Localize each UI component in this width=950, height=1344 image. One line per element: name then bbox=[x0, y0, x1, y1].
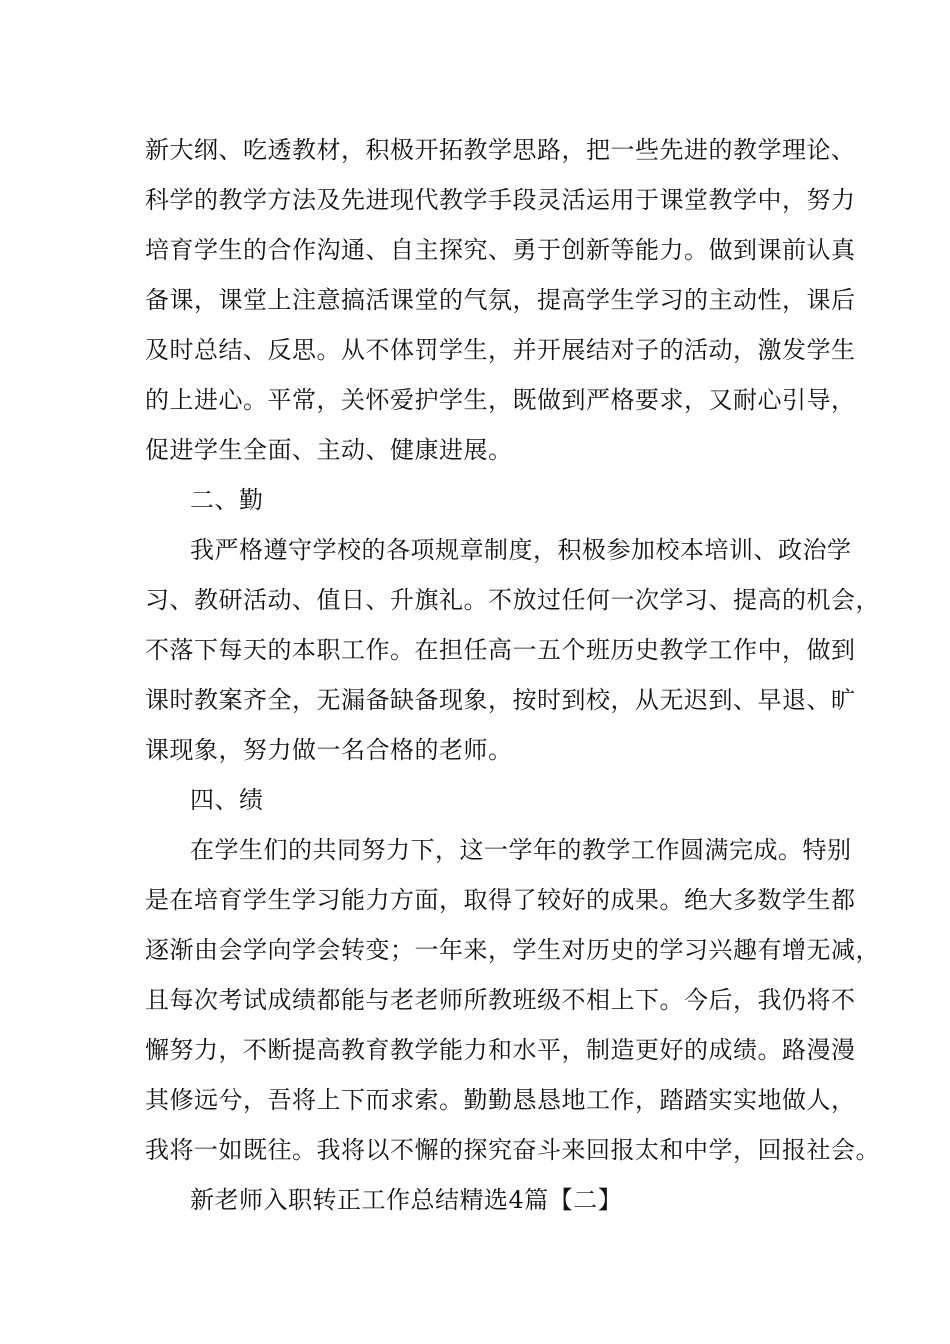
section-heading: 四、绩 bbox=[190, 786, 264, 814]
paragraph-line: 及时总结、反思。从不体罚学生，并开展结对子的活动，激发学生 bbox=[145, 336, 856, 364]
paragraph-line: 我将一如既往。我将以不懈的探究奋斗来回报太和中学，回报社会。 bbox=[145, 1136, 880, 1164]
paragraph-line: 备课，课堂上注意搞活课堂的气氛，提高学生学习的主动性，课后 bbox=[145, 286, 856, 314]
paragraph-line: 课时教案齐全，无漏备缺备现象，按时到校，从无迟到、早退、旷 bbox=[145, 686, 856, 714]
section-heading: 二、勤 bbox=[190, 486, 264, 514]
paragraph-line: 逐渐由会学向学会转变；一年来，学生对历史的学习兴趣有增无减， bbox=[145, 936, 880, 964]
paragraph-line: 新大纲、吃透教材，积极开拓教学思路，把一些先进的教学理论、 bbox=[145, 136, 856, 164]
paragraph-line: 课现象，努力做一名合格的老师。 bbox=[145, 736, 513, 764]
paragraph-line: 是在培育学生学习能力方面，取得了较好的成果。绝大多数学生都 bbox=[145, 886, 856, 914]
paragraph-line: 其修远兮，吾将上下而求索。勤勤恳恳地工作，踏踏实实地做人， bbox=[145, 1086, 856, 1114]
paragraph-line: 不落下每天的本职工作。在担任高一五个班历史教学工作中，做到 bbox=[145, 636, 856, 664]
paragraph-line: 培育学生的合作沟通、自主探究、勇于创新等能力。做到课前认真 bbox=[145, 236, 856, 264]
paragraph-line: 促进学生全面、主动、健康进展。 bbox=[145, 436, 513, 464]
paragraph-line: 在学生们的共同努力下，这一学年的教学工作圆满完成。特别 bbox=[190, 836, 852, 864]
paragraph-line: 科学的教学方法及先进现代教学手段灵活运用于课堂教学中，努力 bbox=[145, 186, 856, 214]
paragraph-line: 我严格遵守学校的各项规章制度，积极参加校本培训、政治学 bbox=[190, 536, 852, 564]
paragraph-line: 懈努力，不断提高教育教学能力和水平，制造更好的成绩。路漫漫 bbox=[145, 1036, 856, 1064]
paragraph-line: 且每次考试成绩都能与老老师所教班级不相上下。今后，我仍将不 bbox=[145, 986, 856, 1014]
paragraph-line: 的上进心。平常，关怀爱护学生，既做到严格要求，又耐心引导， bbox=[145, 386, 856, 414]
paragraph-line: 习、教研活动、值日、升旗礼。不放过任何一次学习、提高的机会， bbox=[145, 586, 880, 614]
article-subtitle: 新老师入职转正工作总结精选4篇【二】 bbox=[190, 1186, 623, 1214]
